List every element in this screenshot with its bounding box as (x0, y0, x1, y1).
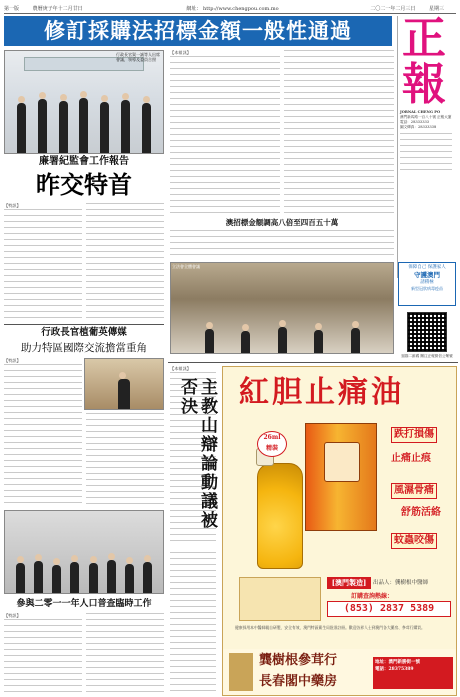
lead-label: 【本報訊】 (170, 50, 191, 55)
text-lines (284, 50, 394, 215)
masthead-info-lines (400, 133, 452, 173)
cultural-label: 【特訊】 (4, 358, 21, 363)
site-url[interactable]: http://www.chengpou.com.mo (202, 5, 279, 12)
sub-brand-2: 長春閣中藥房 (259, 674, 338, 689)
badge-label: 精裝 (265, 445, 278, 452)
census-label: 【特訊】 (4, 613, 21, 618)
promo-line-2: 守護澳門 (414, 271, 440, 279)
cultural-subhead: 行政長官植葡英傳媒 (41, 327, 127, 338)
text-lines (4, 619, 82, 693)
badge-size: 26ml (263, 434, 281, 441)
meeting-text (170, 230, 394, 260)
promo-line-3: 請積極 (420, 280, 434, 285)
sub-brand: 龔樹根參茸行 (259, 653, 338, 668)
meeting-photo-caption: 立法會全體會議 (172, 264, 200, 269)
addr: 澳門新勝街一號 (388, 660, 420, 665)
logo-char-1: 正 (402, 13, 446, 64)
weekday: 星期三 (428, 5, 444, 12)
promo-line-4: 新型冠狀病毒疫苗 (411, 286, 443, 291)
issue-date: 二〇二一年二月三日 (370, 5, 416, 12)
qr-code[interactable] (407, 312, 447, 352)
ad-tag-2: 止痛止痕 (391, 453, 431, 464)
ad-contact-box (373, 657, 453, 689)
text-lines (86, 613, 164, 695)
meeting-photo (170, 262, 394, 354)
masthead-logo-panel (397, 13, 457, 278)
promo-line-1: 保障自己 保護家人 (408, 265, 446, 270)
size-badge (257, 431, 287, 457)
lead-photo (4, 50, 164, 154)
text-lines (4, 364, 82, 506)
tel2-label: 電話： (375, 667, 389, 672)
cultural-col-2 (86, 413, 164, 507)
text-lines (86, 413, 164, 507)
tel-number: 28333333 (410, 120, 430, 124)
text-lines (4, 209, 82, 321)
masthead-bar (4, 3, 456, 14)
ccac-col-2 (86, 203, 164, 323)
census-subhead: 參與二零一一年人口普查臨時工作 (16, 599, 152, 609)
logo-en-name: JORNAL CHENG PO (400, 110, 441, 114)
debate-label: 【本報訊】 (170, 366, 191, 371)
ad-tag-1: 跌打損傷 (391, 427, 437, 443)
medicine-ad[interactable] (222, 366, 457, 696)
meeting-subhead: 澳招標金額調高八倍至四百五十萬 (225, 218, 339, 227)
ad-footer (223, 649, 457, 696)
debate-col-2 (170, 552, 216, 695)
portrait-panel (324, 442, 360, 482)
ad-tag-4: 舒筋活絡 (401, 507, 441, 518)
lead-headline: 修訂採購法招標金額一般性通過 (4, 16, 392, 46)
ccac-subhead: 廉署紀監會工作報告 (39, 156, 129, 167)
cultural-col-1 (4, 358, 82, 508)
qr-pattern (408, 313, 446, 351)
tel-label: 電話： (400, 120, 411, 124)
ccac-label: 【特訊】 (4, 203, 21, 208)
logo-address: 澳門新馬路一百八十號 正報大廈 (400, 115, 452, 119)
cultural-title: 助力特區國際交流擔當重角 (21, 342, 147, 354)
lead-col-2 (284, 50, 394, 215)
page-number: 第一版 (4, 5, 20, 12)
logo-char-2: 報 (402, 59, 446, 110)
storefront-photo (229, 653, 253, 691)
ccac-col-1 (4, 203, 82, 323)
text-lines (86, 203, 164, 323)
fax-number: 28333338 (417, 125, 437, 129)
lunar-date: 農曆庚子年十二月廿日 (32, 5, 83, 12)
ad-tag-3: 風濕骨痛 (391, 483, 437, 499)
hotline-label: 訂購查詢熱線： (351, 593, 394, 600)
ad-maker: 出品人：龔樹根中醫師 (373, 580, 429, 586)
qr-caption: 掃描二維碼 關注正報微信公眾號 (401, 354, 453, 358)
addr-label: 地址： (375, 660, 389, 665)
ad-tag-5: 蚊蟲咬傷 (391, 533, 437, 549)
text-lines (170, 552, 216, 695)
census-photo (4, 510, 164, 594)
ad-certificate (239, 577, 321, 621)
census-col-2 (86, 613, 164, 695)
ad-note: 健康採用本中醫師親自研製，安全有效，澳門特區衛生局批准註冊。歡迎各界人士到澳門各大藥房、參茸行購買。 (235, 625, 425, 630)
cultural-photo (84, 358, 164, 410)
text-lines (170, 230, 394, 260)
fax-label: 圖文傳真： (400, 125, 418, 129)
census-col-1 (4, 613, 82, 695)
product-box (305, 423, 377, 531)
vaccine-promo-box[interactable] (398, 262, 456, 306)
lead-col-1 (170, 50, 280, 215)
tel2: 28375389 (388, 667, 414, 672)
ccac-title: 昨交特首 (36, 170, 132, 199)
text-lines (170, 56, 280, 213)
divider (168, 362, 458, 363)
debate-vertical-title: 主教山辯論動議被否決 (177, 378, 217, 530)
made-in-label: [澳門製造] (327, 577, 371, 589)
ad-phone[interactable]: (853) 2837 5389 (327, 601, 451, 617)
lead-photo-caption: 行政長官賀一誠等人出席會議，領導及委員合照 (116, 52, 160, 62)
ad-title: 紅胆止痛油 (239, 375, 404, 410)
site-label: 網址： (186, 5, 202, 12)
divider (4, 324, 164, 325)
oil-bottle (257, 463, 303, 569)
